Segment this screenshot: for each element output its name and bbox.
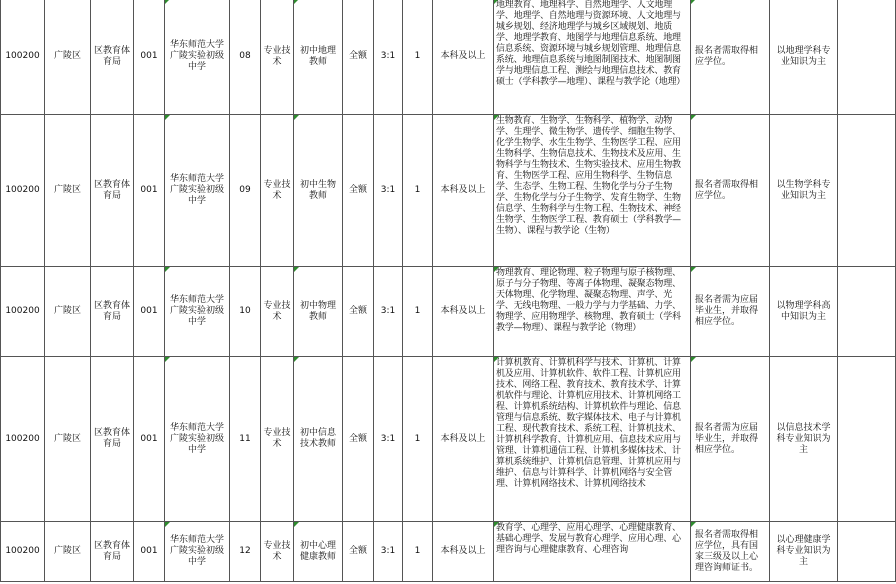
district: 广陵区 bbox=[45, 115, 91, 267]
education-level: 本科及以上 bbox=[433, 357, 494, 522]
empty-cell bbox=[838, 357, 896, 522]
department: 区教育体育局 bbox=[91, 0, 134, 115]
exam-notes: 以地理学科专业知识为主 bbox=[770, 0, 838, 115]
department: 区教育体育局 bbox=[91, 357, 134, 522]
funding-type: 全额 bbox=[343, 267, 374, 357]
funding-type: 全额 bbox=[343, 0, 374, 115]
unit-code: 001 bbox=[134, 0, 165, 115]
position-code: 100200 bbox=[1, 0, 45, 115]
school-name: 华东师范大学广陵实验初级中学 bbox=[165, 357, 230, 522]
other-conditions: 报名者需取得相应学位。 bbox=[691, 0, 770, 115]
position-code: 100200 bbox=[1, 522, 45, 582]
unit-code: 001 bbox=[134, 357, 165, 522]
district: 广陵区 bbox=[45, 0, 91, 115]
funding-type: 全额 bbox=[343, 115, 374, 267]
district: 广陵区 bbox=[45, 267, 91, 357]
major-requirements: 物理教育、理论物理、粒子物理与原子核物理、原子与分子物理、等离子体物理、凝聚态物理、天体物理、化学物理、凝聚态物理、声学、光学、无线电物理、一般力学与力学基础、力学、物理学、应用物理学、核物理、教育硕士（学科教学—物理）、课程与教学论（物理） bbox=[494, 267, 691, 357]
hire-count: 1 bbox=[403, 522, 433, 582]
exam-notes: 以信息技术学科专业知识为主 bbox=[770, 357, 838, 522]
post-name: 初中地理教师 bbox=[294, 0, 343, 115]
unit-code: 001 bbox=[134, 267, 165, 357]
exam-ratio: 3:1 bbox=[374, 267, 403, 357]
post-category: 专业技术 bbox=[261, 522, 294, 582]
table-row bbox=[1, 267, 896, 357]
other-conditions: 报名者需为应届毕业生，并取得相应学位。 bbox=[691, 357, 770, 522]
funding-type: 全额 bbox=[343, 522, 374, 582]
position-code: 100200 bbox=[1, 115, 45, 267]
department: 区教育体育局 bbox=[91, 522, 134, 582]
post-code: 09 bbox=[230, 115, 261, 267]
hire-count: 1 bbox=[403, 115, 433, 267]
exam-ratio: 3:1 bbox=[374, 115, 403, 267]
district: 广陵区 bbox=[45, 357, 91, 522]
post-category: 专业技术 bbox=[261, 267, 294, 357]
department: 区教育体育局 bbox=[91, 267, 134, 357]
funding-type: 全额 bbox=[343, 357, 374, 522]
other-conditions: 报名者需取得相应学位。 bbox=[691, 115, 770, 267]
post-code: 08 bbox=[230, 0, 261, 115]
education-level: 本科及以上 bbox=[433, 267, 494, 357]
post-category: 专业技术 bbox=[261, 115, 294, 267]
exam-ratio: 3:1 bbox=[374, 357, 403, 522]
other-conditions: 报名者需取得相应学位，具有国家三级及以上心理咨询师证书。 bbox=[691, 522, 770, 582]
unit-code: 001 bbox=[134, 115, 165, 267]
position-code: 100200 bbox=[1, 267, 45, 357]
major-requirements: 教育学、心理学、应用心理学、心理健康教育、基础心理学、发展与教育心理学、应用心理、心理咨询与心理健康教育、心理咨询 bbox=[494, 522, 691, 582]
school-name: 华东师范大学广陵实验初级中学 bbox=[165, 0, 230, 115]
post-name: 初中物理教师 bbox=[294, 267, 343, 357]
education-level: 本科及以上 bbox=[433, 522, 494, 582]
post-name: 初中信息技术教师 bbox=[294, 357, 343, 522]
post-name: 初中生物教师 bbox=[294, 115, 343, 267]
education-level: 本科及以上 bbox=[433, 0, 494, 115]
unit-code: 001 bbox=[134, 522, 165, 582]
table-row bbox=[1, 357, 896, 522]
empty-cell bbox=[838, 267, 896, 357]
other-conditions: 报名者需为应届毕业生，并取得相应学位。 bbox=[691, 267, 770, 357]
exam-ratio: 3:1 bbox=[374, 0, 403, 115]
exam-notes: 以生物学科专业知识为主 bbox=[770, 115, 838, 267]
major-requirements: 生物教育、生物学、生物科学、植物学、动物学、生理学、微生物学、遗传学、细胞生物学、化学生物学、水生生物学、生物医学工程、应用生物科学、生物信息技术、生物技术及应用、生物科学与生物技术、生物实验技术、应用生物教育、生物医学工程、应用生物科学、生物信息学、生态学、生物工程、生物化学与分子生物学、生物化学与分子生物学、发育生物学、生物信息学、生物科学与生物工程、生物技术、神经生物学、生物医学工程、教育硕士（学科教学—生物）、课程与教学论（生物） bbox=[494, 115, 691, 267]
hire-count: 1 bbox=[403, 357, 433, 522]
post-name: 初中心理健康教师 bbox=[294, 522, 343, 582]
post-code: 11 bbox=[230, 357, 261, 522]
exam-ratio: 3:1 bbox=[374, 522, 403, 582]
post-category: 专业技术 bbox=[261, 357, 294, 522]
school-name: 华东师范大学广陵实验初级中学 bbox=[165, 267, 230, 357]
position-code: 100200 bbox=[1, 357, 45, 522]
post-code: 10 bbox=[230, 267, 261, 357]
education-level: 本科及以上 bbox=[433, 115, 494, 267]
table-row bbox=[1, 0, 896, 115]
school-name: 华东师范大学广陵实验初级中学 bbox=[165, 115, 230, 267]
department: 区教育体育局 bbox=[91, 115, 134, 267]
hire-count: 1 bbox=[403, 267, 433, 357]
post-code: 12 bbox=[230, 522, 261, 582]
major-requirements: 计算机教育、计算机科学与技术、计算机、计算机及应用、计算机软件、软件工程、计算机应用技术、网络工程、教育技术、教育技术学、计算机软件与理论、计算机应用技术、计算机网络工程、计算机系统结构、计算机软件与理论、信息管理与信息系统、数字媒体技术、电子与计算机工程、现代教育技术、系统工程、计算机技术、计算机科学教育、计算机应用、信息技术应用与管理、计算机通信工程、计算机多媒体技术、计算机系统维护、计算机信息管理、计算机应用与维护、信息与计算科学、计算机网络与安全管理、计算机网络技术、计算机网络技术 bbox=[494, 357, 691, 522]
empty-cell bbox=[838, 115, 896, 267]
district: 广陵区 bbox=[45, 522, 91, 582]
table-row bbox=[1, 522, 896, 582]
post-category: 专业技术 bbox=[261, 0, 294, 115]
major-requirements: 地理教育、地理科学、自然地理学、人文地理学、地理学、自然地理与资源环境、人文地理与城乡规划、经济地理学与城乡区域规划、地质学、地理学教育、地图学与地理信息系统、地理信息系统、资源环境与城乡规划管理、地理信息系统、地理信息系统与地图制图技术、地图制图学与地理信息工程、测绘与地理信息技术、教育硕士（学科教学—地理）、课程与教学论（地理） bbox=[494, 0, 691, 115]
empty-cell bbox=[838, 0, 896, 115]
exam-notes: 以物理学科高中知识为主 bbox=[770, 267, 838, 357]
school-name: 华东师范大学广陵实验初级中学 bbox=[165, 522, 230, 582]
exam-notes: 以心理健康学科专业知识为主 bbox=[770, 522, 838, 582]
hire-count: 1 bbox=[403, 0, 433, 115]
table-row bbox=[1, 115, 896, 267]
empty-cell bbox=[838, 522, 896, 582]
